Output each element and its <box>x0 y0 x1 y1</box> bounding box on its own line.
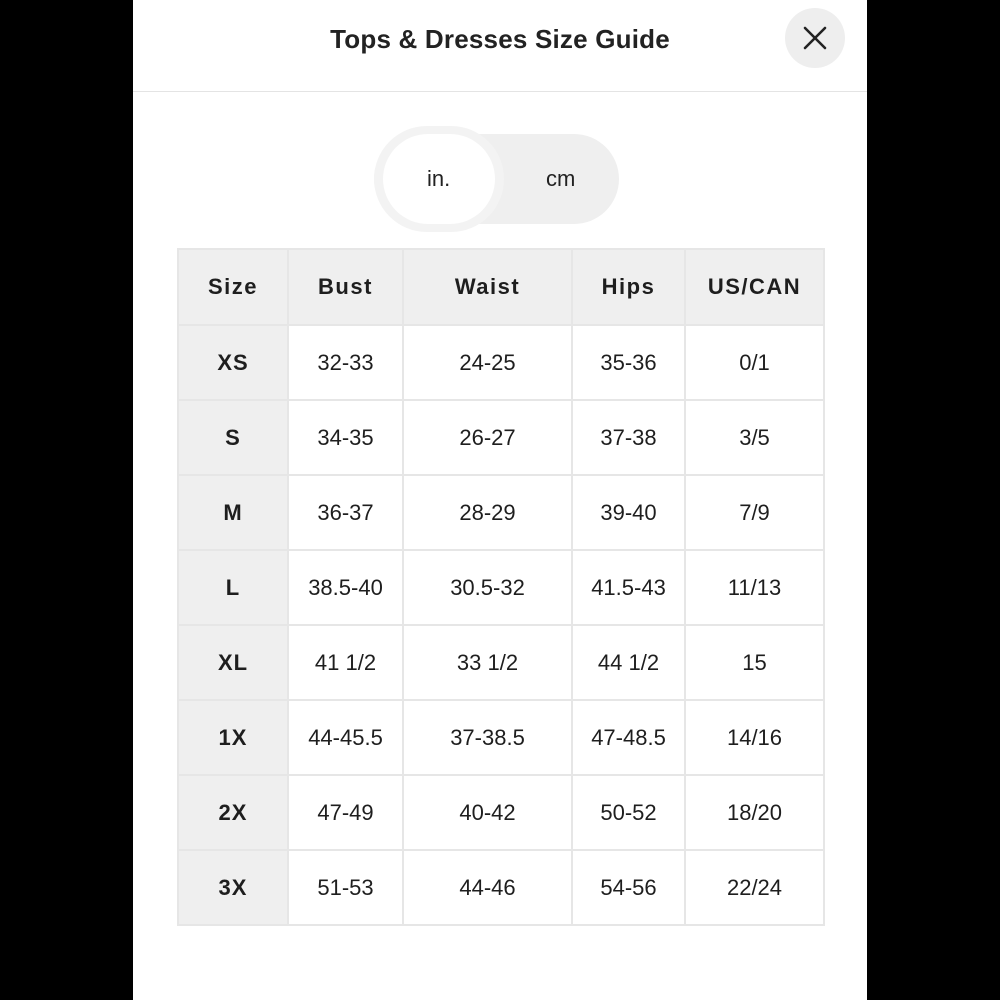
waist-value: 40-42 <box>403 775 572 850</box>
waist-value: 37-38.5 <box>403 700 572 775</box>
column-header-waist: Waist <box>403 249 572 325</box>
table-row <box>178 400 824 475</box>
hips-value: 54-56 <box>572 850 685 925</box>
us-can-value: 3/5 <box>685 400 824 475</box>
waist-value: 26-27 <box>403 400 572 475</box>
waist-value: 30.5-32 <box>403 550 572 625</box>
size-label: L <box>178 550 288 625</box>
hips-value: 50-52 <box>572 775 685 850</box>
bust-value: 47-49 <box>288 775 403 850</box>
column-header-us-can: US/CAN <box>685 249 824 325</box>
size-guide-modal <box>133 0 867 1000</box>
size-label: 3X <box>178 850 288 925</box>
us-can-value: 0/1 <box>685 325 824 400</box>
table-row <box>178 775 824 850</box>
us-can-value: 15 <box>685 625 824 700</box>
modal-title: Tops & Dresses Size Guide <box>330 24 670 54</box>
bust-value: 34-35 <box>288 400 403 475</box>
size-label: M <box>178 475 288 550</box>
hips-value: 44 1/2 <box>572 625 685 700</box>
table-row <box>178 850 824 925</box>
modal-header <box>133 0 867 92</box>
unit-option-cm[interactable]: cm <box>546 166 576 191</box>
close-icon <box>803 26 827 50</box>
size-label: S <box>178 400 288 475</box>
waist-value: 28-29 <box>403 475 572 550</box>
size-label: XL <box>178 625 288 700</box>
waist-value: 33 1/2 <box>403 625 572 700</box>
table-row <box>178 550 824 625</box>
size-label: XS <box>178 325 288 400</box>
column-header-bust: Bust <box>288 249 403 325</box>
table-header-row <box>178 249 824 325</box>
us-can-value: 7/9 <box>685 475 824 550</box>
unit-toggle[interactable] <box>374 134 619 224</box>
size-table <box>177 248 825 926</box>
size-label: 1X <box>178 700 288 775</box>
waist-value: 24-25 <box>403 325 572 400</box>
us-can-value: 18/20 <box>685 775 824 850</box>
hips-value: 39-40 <box>572 475 685 550</box>
size-label: 2X <box>178 775 288 850</box>
us-can-value: 14/16 <box>685 700 824 775</box>
us-can-value: 22/24 <box>685 850 824 925</box>
unit-option-in[interactable]: in. <box>427 166 451 191</box>
hips-value: 35-36 <box>572 325 685 400</box>
hips-value: 41.5-43 <box>572 550 685 625</box>
column-header-hips: Hips <box>572 249 685 325</box>
bust-value: 36-37 <box>288 475 403 550</box>
bust-value: 32-33 <box>288 325 403 400</box>
close-button[interactable] <box>785 8 845 68</box>
bust-value: 51-53 <box>288 850 403 925</box>
bust-value: 38.5-40 <box>288 550 403 625</box>
table-row <box>178 700 824 775</box>
table-row <box>178 325 824 400</box>
table-row <box>178 475 824 550</box>
column-header-size: Size <box>178 249 288 325</box>
table-row <box>178 625 824 700</box>
us-can-value: 11/13 <box>685 550 824 625</box>
bust-value: 41 1/2 <box>288 625 403 700</box>
bust-value: 44-45.5 <box>288 700 403 775</box>
waist-value: 44-46 <box>403 850 572 925</box>
hips-value: 37-38 <box>572 400 685 475</box>
hips-value: 47-48.5 <box>572 700 685 775</box>
